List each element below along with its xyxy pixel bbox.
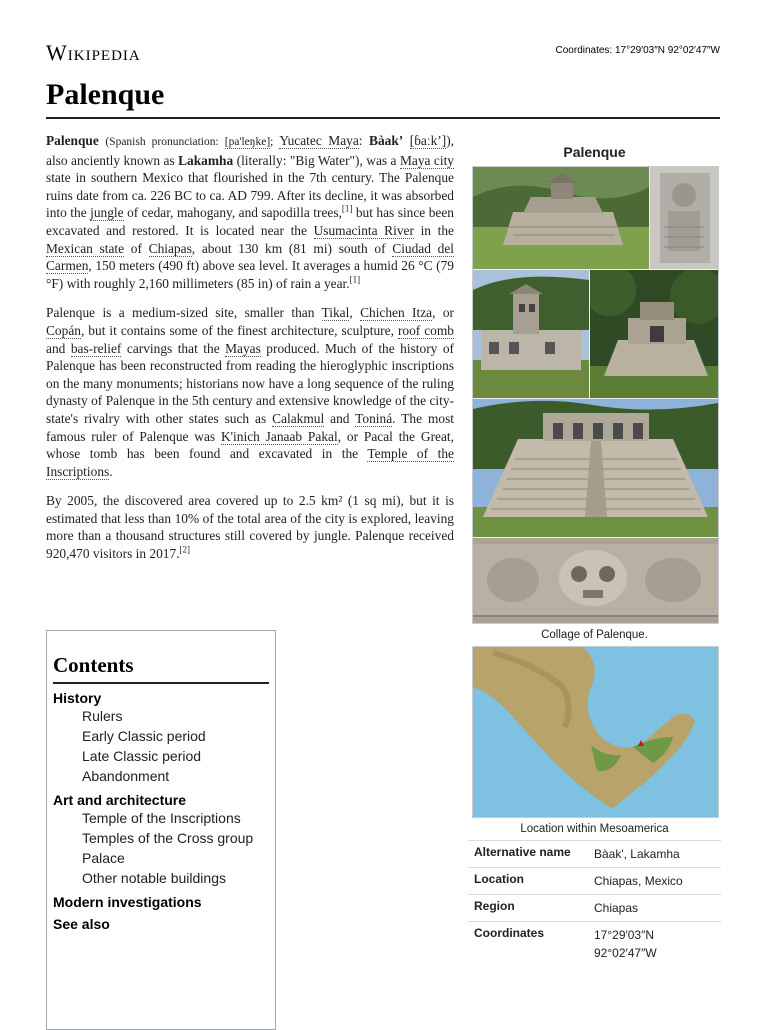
row-value-region: Chiapas (594, 901, 639, 915)
article-body (46, 132, 454, 575)
toc-item-see-also[interactable]: See also (53, 916, 110, 932)
stucco-relief-photo (473, 538, 718, 623)
link-roof-comb[interactable]: roof comb (397, 322, 454, 338)
infobox-details (468, 840, 721, 966)
link-maya-city[interactable]: Maya city (399, 152, 454, 168)
link-tonina[interactable]: Toniná (355, 410, 393, 426)
paragraph-area: By 2005, the discovered area covered up to 2.5 km² (1 sq mi), but it is estimated that less than 10% of the total area of the city is explored, leaving more than a thousand structures still covered by jungle. Palenque received 920,470 visitors in 2017.[2] (46, 493, 454, 562)
row-value-coordinates[interactable]: 17°29′03″N 92°02′47″W (594, 928, 657, 960)
temple-of-the-inscriptions-photo (473, 399, 718, 537)
row-label-location: Location (474, 872, 524, 886)
toc-subitem[interactable]: Other notable buildings (82, 870, 226, 886)
link-chichen-itza[interactable]: Chichen Itza (360, 305, 433, 321)
row-label-region: Region (474, 899, 515, 913)
reference-1b[interactable]: [1] (349, 274, 361, 285)
toc-subitem[interactable]: Palace (82, 850, 125, 866)
title-divider (46, 117, 720, 119)
infobox-row (468, 895, 721, 922)
toc-item-modern-investigations[interactable]: Modern investigations (53, 894, 202, 910)
wikipedia-wordmark[interactable]: Wikipedia (46, 40, 141, 65)
palace-photo (473, 167, 649, 269)
link-calakmul[interactable]: Calakmul (272, 410, 325, 426)
row-label-alternative-name: Alternative name (474, 845, 571, 859)
infobox-title: Palenque (563, 144, 626, 160)
toc-subitem[interactable]: Temples of the Cross group (82, 830, 254, 846)
term-baak: Bàak’ (369, 133, 404, 148)
row-value-location: Chiapas, Mexico (594, 874, 683, 888)
table-of-contents (46, 630, 276, 1030)
link-jungle[interactable]: jungle (90, 205, 124, 221)
toc-item-history[interactable]: History (53, 690, 102, 706)
map-caption: Location within Mesoamerica (520, 823, 669, 835)
toc-title: Contents (53, 653, 269, 684)
toc-subitem[interactable]: Temple of the Inscriptions (82, 810, 241, 826)
paragraph-intro: Palenque (Spanish pronunciation: [pa'leŋke]; Yucatec Maya: Bàak’ [ɓaːkʼ]), also anciently known as Lakamha (literally: "Big Water"), was a Maya city state in southern Mexico that flourished in the 7th century. The Palenque ruins date from ca. 226 BC to ca. AD 799. After its decline, it was absorbed into the jungle of cedar, mahogany, and sapodilla trees,[1] but has since been excavated and restored. It is located near the Usumacinta River in the Mexican state of Chiapas, about 130 km (81 mi) south of Ciudad del Carmen, 150 meters (490 ft) above sea level. It averages a humid 26 °C (79 °F) with roughly 2,160 millimeters (85 in) of rain a year.[1] (46, 133, 455, 291)
term-palenque: Palenque (46, 133, 99, 148)
toc-item-art-and-architecture[interactable]: Art and architecture (53, 792, 187, 808)
paragraph-site: Palenque is a medium-sized site, smaller than Tikal, Chichen Itza, or Copán, but it contains some of the finest architecture, sculpture, roof comb and bas-relief carvings that the Mayas produced. Much of the history of Palenque has been reconstructed from reading the hieroglyphic inscriptions on the many monuments; historians now have a long sequence of the ruling dynasty of Palenque in the 5th century and extensive knowledge of the city-state's rivalry with other states such as Calakmul and Toniná. The most famous ruler of Palenque was K'inich Janaab Pakal, or Pacal the Great, whose tomb has been found and excavated in the Temple of the Inscriptions. (46, 305, 454, 479)
toc-subitem[interactable]: Abandonment (82, 768, 170, 784)
link-mexican-state[interactable]: Mexican state (46, 240, 125, 256)
link-ipa-spanish[interactable]: [pa'leŋke] (224, 136, 271, 148)
link-copan[interactable]: Copán (46, 322, 81, 338)
page-title: Palenque (46, 78, 165, 111)
link-ciudad-del-carmen[interactable]: Ciudad del Carmen (46, 240, 455, 274)
toc-subitem[interactable]: Early Classic period (82, 728, 206, 744)
reference-1[interactable]: [1] (341, 203, 353, 214)
link-usumacinta-river[interactable]: Usumacinta River (313, 222, 414, 238)
link-bas-relief[interactable]: bas-relief (70, 340, 122, 356)
term-lakamha: Lakamha (178, 152, 234, 168)
link-mayas[interactable]: Mayas (225, 340, 261, 356)
location-map[interactable] (472, 646, 719, 818)
infobox-row (468, 868, 721, 895)
collage-image[interactable] (472, 166, 719, 624)
collage-caption: Collage of Palenque. (541, 629, 648, 641)
temple-of-the-sun-photo (590, 270, 718, 398)
row-value-alternative-name: Bàak', Lakamha (594, 847, 680, 861)
coordinates-header[interactable]: Coordinates: 17°29′03″N 92°02′47″W (555, 45, 720, 56)
link-temple-of-the-inscriptions[interactable]: Temple of the Inscriptions (46, 446, 454, 479)
infobox-row (468, 922, 721, 967)
stele-photo (650, 167, 718, 269)
link-yucatec-maya[interactable]: Yucatec Maya (279, 133, 359, 148)
infobox (468, 140, 721, 1030)
link-ipa-maya[interactable]: [ɓaːkʼ] (409, 133, 447, 148)
toc-subitem[interactable]: Late Classic period (82, 748, 202, 764)
reference-2[interactable]: [2] (179, 544, 191, 555)
row-label-coordinates: Coordinates (474, 926, 545, 940)
toc-subitem[interactable]: Rulers (82, 708, 123, 724)
link-chiapas[interactable]: Chiapas (148, 240, 192, 256)
link-tikal[interactable]: Tikal (321, 305, 350, 321)
link-pakal[interactable]: K'inich Janaab Pakal (220, 428, 338, 444)
infobox-row (468, 841, 721, 868)
palace-tower-photo (473, 270, 589, 398)
